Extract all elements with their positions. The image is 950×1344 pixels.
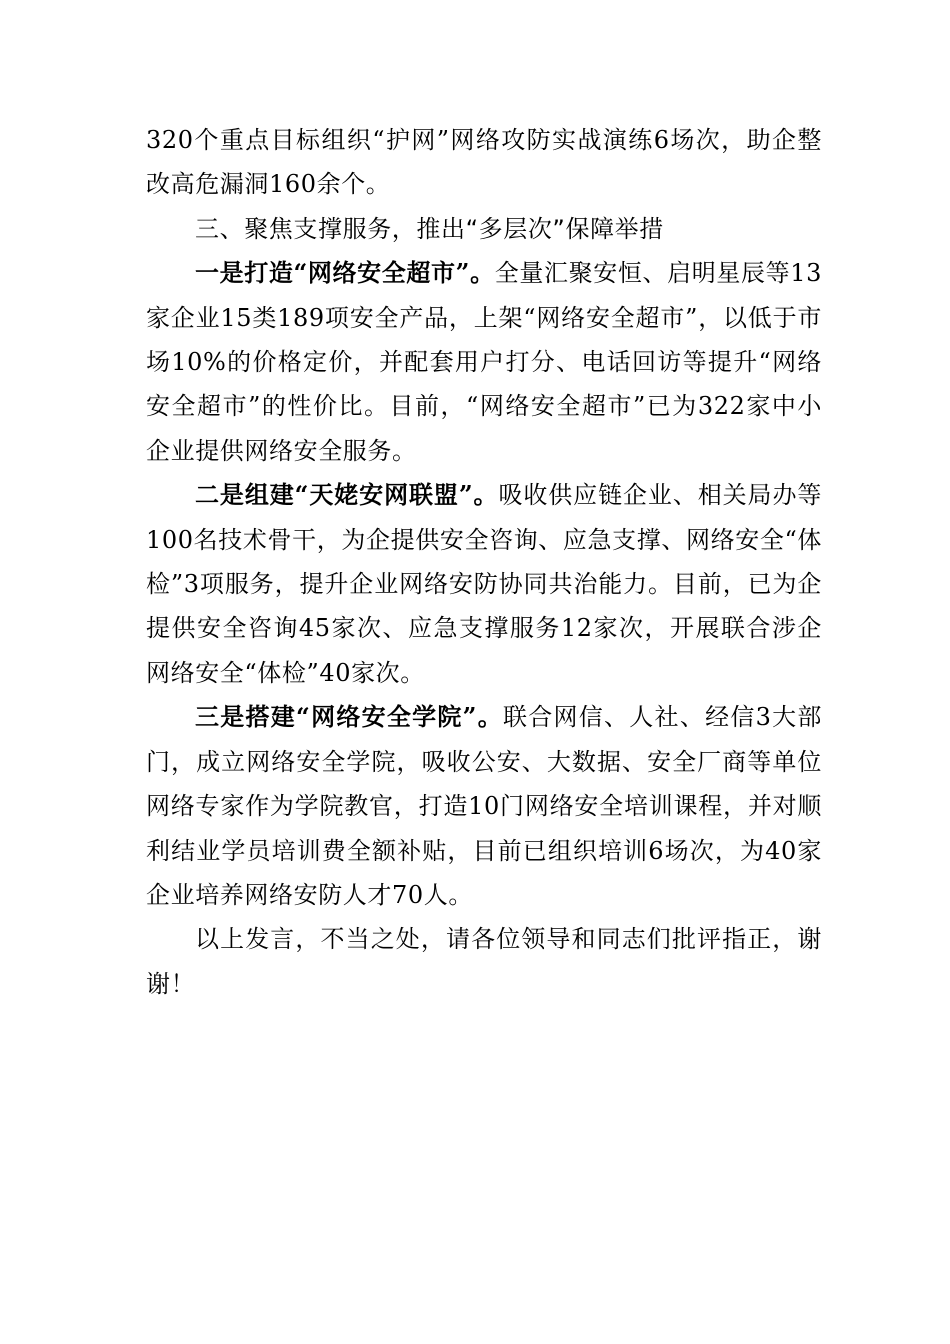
paragraph-lead: 一是打造“网络安全超市”。 [195,258,495,288]
paragraph-security-academy [146,695,822,917]
paragraph-text: 联合网信、人社、经信3大部门，成立网络安全学院，吸收公安、大数据、安全厂商等单位网络专家作为学院教官，打造10门网络安全培训课程，并对顺利结业学员培训费全额补贴，目前已组织培训6场次，为40家企业培养网络安防人才70人。 [146,703,822,909]
document-body [146,118,822,1006]
section-heading-three [146,207,822,251]
paragraph-security-alliance [146,473,822,695]
paragraph-text: 全量汇聚安恒、启明星辰等13家企业15类189项安全产品，上架“网络安全超市”，以低于市场10%的价格定价，并配套用户打分、电话回访等提升“网络安全超市”的性价比。目前，“网络安全超市”已为322家中小企业提供网络安全服务。 [146,259,822,465]
paragraph-lead: 三是搭建“网络安全学院”。 [195,702,503,732]
paragraph-text: 320个重点目标组织“护网”网络攻防实战演练6场次，助企整改高危漏洞160余个。 [146,126,822,199]
section-heading-text: 三、聚焦支撑服务，推出“多层次”保障举措 [195,214,664,243]
paragraph-continuation [146,118,822,207]
paragraph-network-security-supermarket [146,251,822,473]
paragraph-text: 以上发言，不当之处，请各位领导和同志们批评指正，谢谢！ [146,925,822,998]
paragraph-text: 吸收供应链企业、相关局办等100名技术骨干，为企提供安全咨询、应急支撑、网络安全“体检”3项服务，提升企业网络安防协同共治能力。目前，已为企提供安全咨询45家次、应急支撑服务12家次，开展联合涉企网络安全“体检”40家次。 [146,481,822,687]
paragraph-lead: 二是组建“天姥安网联盟”。 [195,480,499,510]
paragraph-closing-remarks [146,917,822,1006]
